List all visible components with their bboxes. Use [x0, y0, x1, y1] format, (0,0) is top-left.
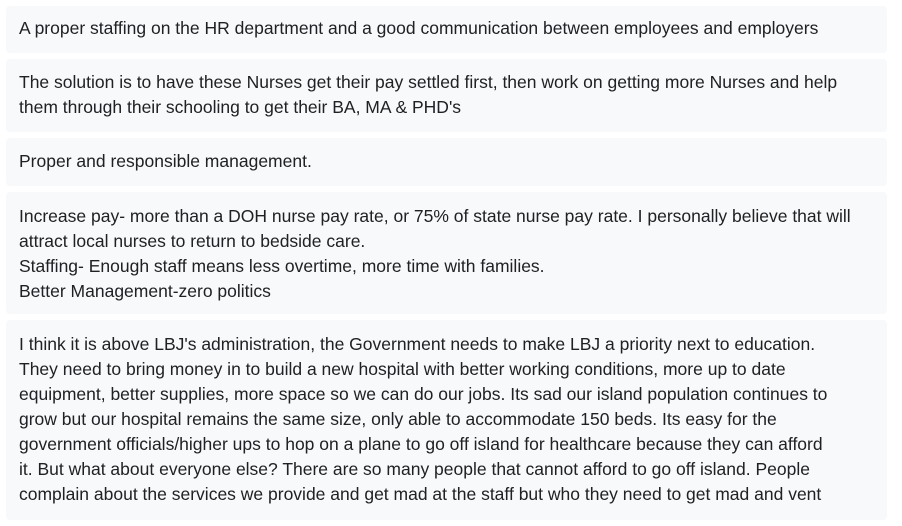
response-text-line: equipment, better supplies, more space so we can do our jobs. Its sad our island population continues to: [19, 384, 828, 404]
response-text-line: The solution is to have these Nurses get their pay settled first, then work on getting more Nurses and help: [19, 72, 838, 92]
response-list: [6, 6, 887, 526]
response-card: [6, 59, 887, 132]
response-text-line: complain about the services we provide and get mad at the staff but who they need to get mad and vent: [19, 484, 822, 504]
response-text-line: Proper and responsible management.: [19, 151, 312, 171]
response-text-line: Increase pay- more than a DOH nurse pay rate, or 75% of state nurse pay rate. I personally believe that will: [19, 206, 851, 226]
response-text-line: attract local nurses to return to bedside care.: [19, 231, 366, 251]
response-text-line: A proper staffing on the HR department and a good communication between employees and employers: [19, 18, 819, 38]
response-card: [6, 6, 887, 53]
response-text-line: it. But what about everyone else? There are so many people that cannot afford to go off island. People: [19, 459, 810, 479]
response-card: [6, 192, 887, 314]
response-text-line: Staffing- Enough staff means less overtime, more time with families.: [19, 256, 545, 276]
response-text-line: Better Management-zero politics: [19, 281, 271, 301]
response-text-line: I think it is above LBJ's administration, the Government needs to make LBJ a priority next to education.: [19, 334, 816, 354]
response-card: [6, 320, 887, 520]
response-text-line: government officials/higher ups to hop on a plane to go off island for healthcare because they can afford: [19, 434, 823, 454]
response-card: [6, 138, 887, 186]
response-text-line: them through their schooling to get their BA, MA & PHD's: [19, 97, 462, 117]
response-text-line: grow but our hospital remains the same size, only able to accommodate 150 beds. Its easy for the: [19, 409, 777, 429]
response-text-line: They need to bring money in to build a new hospital with better working conditions, more up to date: [19, 359, 786, 379]
